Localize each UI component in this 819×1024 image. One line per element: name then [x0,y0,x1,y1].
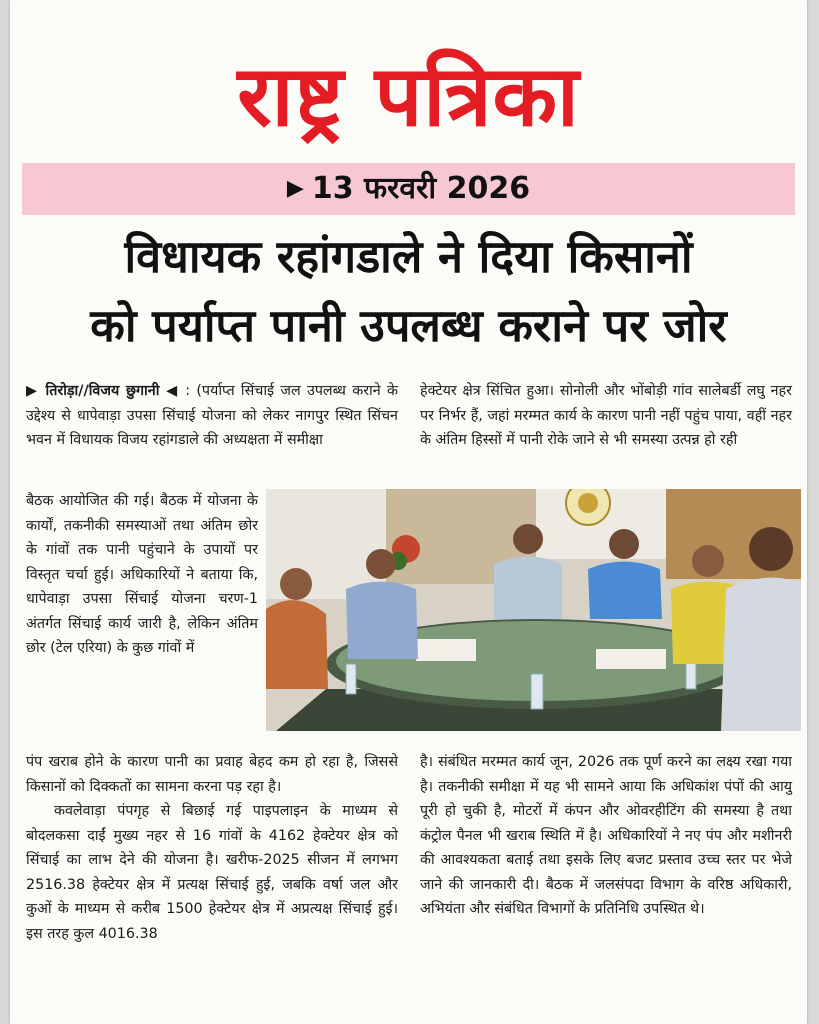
publication-date: 13 फरवरी 2026 [311,171,531,206]
play-triangle-icon: ▶ [286,176,304,201]
meeting-photo [266,489,801,731]
meeting-photo-illustration [266,489,801,731]
newspaper-masthead: राष्ट्र पत्रिका [237,47,580,145]
article-headline [10,222,807,360]
newspaper-page [10,0,807,1024]
wrap-paragraph: बैठक आयोजित की गई। बैठक में योजना के कार्यों, तकनीकी समस्याओं तथा अंतिम छोर के गांवों तक पानी पहुंचाने के उपायों पर विस्तृत चर्चा हुई। अधिकारियों ने बताया कि, धापेवाड़ा उपसा सिंचाई योजना चरण-1 अंतर्गत सिंचाई कार्य जारी है, लेकिन अंतिम छोर (टेल एरिया) के कुछ गांवों में [26,493,258,656]
headline-line-2: को पर्याप्त पानी उपलब्ध कराने पर जोर [90,299,727,352]
headline-line-1: विधायक रहांगडाले ने दिया किसानों [124,230,693,283]
column-1-wrap [26,489,258,661]
column-1-bottom [26,750,398,946]
paragraph-col2-top: हेक्टेयर क्षेत्र सिंचित हुआ। सोनोली और भोंबोड़ी गांव सालेबर्डी लघु नहर पर निर्भर हैं, जहां मरम्मत कार्य के कारण पानी नहीं पहुंच पाया, वहीं नहर के अंतिम हिस्सों में पानी रोके जाने से भी समस्या उत्पन्न हो रही [420,383,792,448]
column-2-top [420,379,792,453]
column-2-bottom [420,750,792,922]
paragraph-pipeline: कवलेवाड़ा पंपगृह से बिछाई गई पाइपलाइन के माध्यम से बोदलकसा दाईं मुख्य नहर से 16 गांवों के 4162 हेक्टेयर क्षेत्र को सिंचाई का लाभ देने की योजना है। खरीफ-2025 सीजन में लगभग 2516.38 हेक्टेयर क्षेत्र में प्रत्यक्ष सिंचाई हुई, जबकि वर्षा जल और कुओं के माध्यम से करीब 1500 हेक्टेयर क्षेत्र में अप्रत्यक्ष सिंचाई हुई। इस तरह कुल 4016.38 [26,803,398,942]
column-1-top: ▶ तिरोड़ा//विजय छुगानी ◀ : (पर्याप्त सिंचाई जल उपलब्ध कराने के उद्देश्य से धापेवाड़ा उपसा सिंचाई योजना को लेकर नागपुर स्थित सिंचन भवन में विधायक विजय रहांगडाले की अध्यक्षता में समीक्षा [26,383,398,448]
byline-text: तिरोड़ा//विजय छुगानी [45,383,160,399]
date-band [22,163,795,215]
lead-paragraph: (पर्याप्त सिंचाई जल उपलब्ध कराने के उद्देश्य से धापेवाड़ा उपसा सिंचाई योजना को लेकर नागपुर स्थित सिंचन भवन में विधायक विजय रहांगडाले की अध्यक्षता में समीक्षा [26,383,398,448]
byline: ▶ तिरोड़ा//विजय छुगानी ◀ [26,383,179,399]
paragraph-pump: पंप खराब होने के कारण पानी का प्रवाह बेहद कम हो रहा है, जिससे किसानों को दिक्कतों का सामना करना पड़ रहा है। [26,754,398,795]
paragraph-col2-bottom: है। संबंधित मरम्मत कार्य जून, 2026 तक पूर्ण करने का लक्ष्य रखा गया है। तकनीकी समीक्षा में यह भी सामने आया कि अधिकांश पंपों की आयु पूरी हो चुकी है, मोटरों में कंपन और ओवरहीटिंग की समस्या है तथा कंट्रोल पैनल भी खराब स्थिति में है। अधिकारियों ने नए पंप और मशीनरी की आवश्यकता बताई तथा इसके लिए बजट प्रस्ताव उच्च स्तर पर भेजे जाने की जानकारी दी। बैठक में जलसंपदा विभाग के वरिष्ठ अधिकारी, अभियंता और संबंधित विभागों के प्रतिनिधि उपस्थित थे। [420,754,792,917]
